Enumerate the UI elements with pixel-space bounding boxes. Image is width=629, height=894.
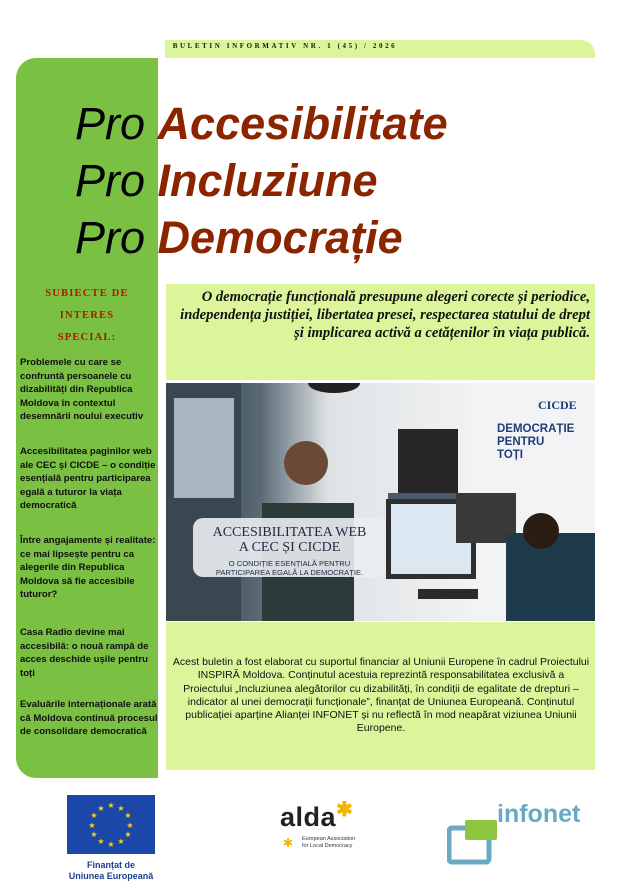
sidebar-item-dizabilitati[interactable]: Problemele cu care se confruntă persoanele cu dizabilități din Republica Moldova în contextul desemnării noului executiv [20,357,144,422]
title-line-democratie [75,214,403,262]
star-icon: ★ [124,830,132,839]
keyboard [418,589,478,599]
star-icon: ★ [90,830,98,839]
photo-caption-title-line: ACCESIBILITATEA WEB [212,525,367,540]
star-icon: ★ [107,840,115,849]
alda-name: alda [280,802,337,832]
disclaimer-text: Acest buletin a fost elaborat cu suportul financiar al Uniunii Europene în cadrul Proiectului INSPIRĂ Moldova. Conținutul acestuia reprezintă responsabilitatea exclusivă a Proiectului „Incluziunea alegătorilor cu dizabilități, în condiții de egalitate de drepturi – indicator al unei democrații funcționale”, finanțat de Uniunea Europeană. Conținutul publicației aparține Alianței INFONET și nu reflectă în mod neapărat viziunea Uniunii Europene. [172,656,590,735]
star-icon: ★ [126,821,134,830]
title-word: Democrație [157,212,403,263]
alda-subtitle-line: European Association [302,836,356,842]
eu-caption [58,860,164,882]
window-overlay [465,820,497,840]
title-prefix: Pro [75,98,146,149]
sidebar-heading [16,283,158,349]
person-head [284,441,328,485]
photo-caption-title [193,525,386,555]
photo-caption-title-line: A CEC ȘI CICDE [238,540,341,555]
sidebar-item-casa-radio[interactable]: Casa Radio devine mai accesibilă: o nouă rampă de acces deschide ușile pentru toți [20,627,149,679]
star-icon: ✱ [283,836,294,850]
title-word: Accesibilitate [157,98,448,149]
star-icon: ★ [124,811,132,820]
wall-slogan-line: PENTRU [497,436,545,448]
star-icon: ★ [107,801,115,810]
photo-caption-sub-line: PARTICIPAREA EGALĂ LA DEMOCRAȚIE. [215,568,364,577]
eu-caption-line: Finanțat de [86,860,135,870]
title-word: Incluziune [157,155,378,206]
alda-logo [280,797,353,833]
infonet-logo: infonet [497,800,581,828]
sidebar-heading-line: SPECIAL: [57,332,117,343]
wall-screen [398,429,458,494]
eu-caption-line: Uniunea Europeană [68,871,154,881]
bulletin-issue-label: BULETIN INFORMATIV NR. 1 (45) / 2026 [172,42,398,50]
quote-text: O democrație funcțională presupune alegeri corecte și periodice, independența justiției, libertatea presei, respectarea statului de drept și implicarea activă a cetățenilor în viața publică. [180,289,590,341]
infonet-window-icon [447,818,499,866]
alda-subtitle [302,836,372,850]
person-right-head [523,513,559,549]
photo-caption-sub-line: O CONDIȚIE ESENȚIALĂ PENTRU [228,559,351,568]
title-line-incluziune [75,157,378,205]
sidebar-item-angajamente[interactable]: Între angajamente și realitate: ce mai lipsește pentru ca alegerile din Republica Moldova să fie accesibile tuturor? [20,535,156,600]
star-icon: ★ [117,804,125,813]
title-line-accesibilitate [75,100,448,148]
window-pane [174,398,234,498]
title-prefix: Pro [75,155,146,206]
star-icon: ★ [88,821,96,830]
star-icon: ★ [90,811,98,820]
star-icon: ★ [117,837,125,846]
photo-illustration [166,383,595,621]
sidebar-heading-line: INTERES [59,310,115,321]
wall-slogan-line: DEMOCRAȚIE [497,423,575,435]
star-icon: ✱ [336,799,354,821]
photo-caption-subtitle [193,559,386,577]
ceiling-lamp [308,383,360,393]
eu-stars-icon [67,795,155,854]
sidebar-item-accesibilitate-web[interactable]: Accesibilitatea paginilor web ale CEC și CICDE – o condiție esențială pentru participarea egală a tuturor la viața democratică [20,446,156,511]
star-icon: ★ [97,837,105,846]
wall-slogan [497,423,587,462]
title-prefix: Pro [75,212,146,263]
sidebar-heading-line: SUBIECTE DE [45,288,129,299]
star-icon: ★ [97,804,105,813]
eu-flag-logo [67,795,155,854]
alda-subtitle-line: for Local Democracy [302,843,353,849]
photo-caption-box [193,518,386,577]
cicde-logo: CICDE [538,398,577,412]
sidebar-item-evaluari[interactable]: Evaluările internaționale arată că Moldova continuă procesul de consolidare democratică [20,699,158,737]
wall-slogan-line: TOȚI [497,449,523,461]
cover-photo [166,383,595,621]
